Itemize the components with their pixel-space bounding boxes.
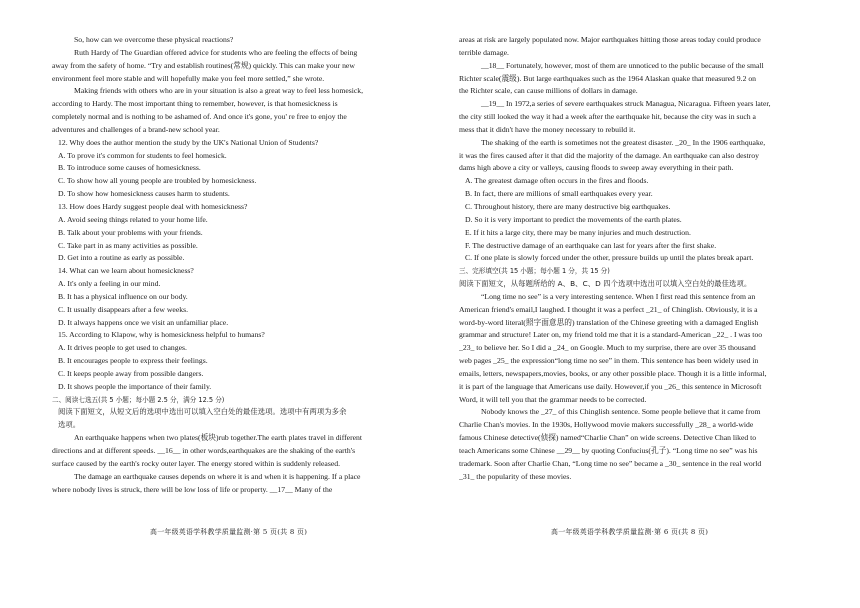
left-text-line: B. It has a physical influence on our body.	[58, 291, 188, 301]
left-text-line: C. It usually disappears after a few weeks.	[58, 304, 189, 314]
left-text-line: surface caused by the earth's rocky outer layer. The energy stored within is suddenly released.	[52, 458, 341, 468]
left-text-line: B. To introduce some causes of homesickness.	[58, 163, 201, 173]
left-text-line: completely normal and is nothing to be ashamed of. And once it's gone, you' re free to enjoy the	[52, 112, 347, 122]
right-text-line: Richter scale(震级). But large earthquakes such as the 1964 Alaskan quake that measured 9.2 on	[459, 73, 757, 83]
right-page-footer: 高一年级英语学科教学质量监测·第 6 页(共 8 页)	[551, 528, 709, 536]
right-text-line: C. If one plate is slowly forced under the other, pressure builds up until the plates break apart.	[465, 253, 754, 263]
right-text-line: grammar and structure! Later on, my friend told me that it is a standard-American _22_ . I was too	[459, 330, 763, 340]
left-text-line: C. To show how all young people are troubled by homesickness.	[58, 176, 257, 186]
left-text-line: environment feel more stable and will hopefully make you feel more settled,” she wrote.	[52, 73, 325, 83]
right-page-column	[459, 34, 814, 484]
left-text-line: 12. Why does the author mention the study by the UK's National Union of Students?	[58, 137, 319, 147]
left-text-line: A. It's only a feeling in our mind.	[58, 279, 161, 289]
left-text-line: D. It shows people the importance of their family.	[58, 381, 212, 391]
left-text-line: Ruth Hardy of The Guardian offered advice for students who are feeling the effects of being	[74, 47, 358, 57]
right-text-line: terrible damage.	[459, 47, 509, 57]
left-text-line: A. Avoid seeing things related to your home life.	[58, 214, 208, 224]
left-text-line: So, how can we overcome these physical reactions?	[74, 35, 234, 44]
left-text-line: C. Take part in as many activities as possible.	[58, 240, 198, 250]
right-text-line: it was the fires caused after it that did the majority of the damage. An earthquake can also destroy	[459, 150, 759, 160]
right-text-line: Charlie Chan's movies. In the 1930s, Hollywood movie makers successfully _28_ a world-wide	[459, 420, 754, 430]
left-text-line: C. It keeps people away from possible dangers.	[58, 368, 204, 378]
right-text-line: C. Throughout history, there are many destructive big earthquakes.	[465, 201, 671, 211]
right-text-line: areas at risk are largely populated now. Major earthquakes hitting those areas today could produce	[459, 35, 761, 44]
left-text-line: 15. According to Klapow, why is homesickness helpful to humans?	[58, 330, 265, 340]
right-text-line: 三、完形填空(共 15 小题；每小题 1 分，共 15 分)	[459, 267, 610, 276]
left-text-line: A. It drives people to get used to changes.	[58, 343, 187, 353]
left-text-line: An earthquake happens when two plates(板块)rub together.The earth plates travel in different	[74, 433, 363, 443]
right-text-line: the Richter scale, can cause millions of dollars in damage.	[459, 86, 638, 96]
left-text-line: adventures and challenges of a brand-new school year.	[52, 124, 220, 134]
left-text-line: Making friends with others who are in your situation is also a great way to feel less homesick,	[74, 86, 364, 96]
right-text-line: Nobody knows the _27_ of this Chinglish sentence. Some people believe that it came from	[481, 407, 761, 417]
left-text-line: where nobody lives is struck, there will be low loss of life or property. __17__ Many of the	[52, 484, 333, 494]
left-text-line: B. It encourages people to express their feelings.	[58, 356, 208, 366]
left-text-line: The damage an earthquake causes depends on where it is and when it is happening. If a place	[74, 471, 361, 481]
right-text-line: _31_ the popularity of these movies.	[459, 471, 572, 481]
right-text-line: D. So it is very important to predict the movements of the earth plates.	[465, 214, 682, 224]
right-text-line: F. The destructive damage of an earthquake can last for years after the first shake.	[465, 240, 717, 250]
left-text-line: according to Hardy. The most important thing to remember, however, is that homesickness is	[52, 99, 338, 109]
right-text-line: __19__ In 1972,a series of severe earthquakes struck Managua, Nicaragua. Fifteen years later,	[481, 99, 771, 109]
left-text-line: A. To prove it's common for students to feel homesick.	[58, 150, 227, 160]
right-text-line: “Long time no see” is a very interesting sentence. When I first read this sentence from an	[481, 291, 756, 301]
left-text-line: 二、阅读七选五(共 5 小题；每小题 2.5 分，满分 12.5 分)	[52, 395, 225, 404]
right-text-line: the city still looked the way it had a week after the earthquake hit, because the city was in such a	[459, 112, 756, 122]
left-text-line: 14. What can we learn about homesickness?	[58, 266, 194, 276]
left-text-line: away from the safety of home. “Try and establish routines(常规) quickly. This can make your new	[52, 60, 355, 70]
right-text-line: __18__ Fortunately, however, most of them are unnoticed to the public because of the small	[481, 60, 764, 70]
right-text-line: trademark. Soon after Charlie Chan, “Long time no see” became a _30_ sentence in the real world	[459, 458, 762, 468]
right-text-line: 阅读下面短文，从每题所给的 A、B、C、D 四个选项中选出可以填入空白处的最佳选项。	[459, 279, 752, 289]
right-text-line: A. The greatest damage often occurs in the fires and floods.	[465, 176, 649, 186]
right-text-line: teach Americans some Chinese __29__ by quoting Confucius(孔子). “Long time no see” was his	[459, 446, 758, 455]
left-text-line: B. Talk about your problems with your friends.	[58, 227, 203, 237]
left-text-line: 13. How does Hardy suggest people deal with homesickness?	[58, 201, 248, 211]
right-text-line: The shaking of the earth is sometimes not the greatest disaster. _20_ In the 1906 earthquake,	[481, 137, 766, 147]
right-text-line: American friend's email,I laughed. I thought it was a perfect _21_ of Chinglish. Obviously, it is a	[459, 304, 758, 314]
right-text-line: dams high above a city or valleys, causing floods to sweep away everything in their path.	[459, 163, 734, 173]
right-text-line: famous Chinese detective(侦探) named“Charlie Chan” on wide screens. Detective Chan liked to	[459, 433, 757, 443]
left-text-line: 阅读下面短文，从短文后的选项中选出可以填入空白处的最佳选项。选项中有两项为多余	[58, 407, 347, 417]
right-text-line: _23_ to believe her. So I did a _24_ on Google. Much to my surprise, there are over 35 thousand	[459, 343, 756, 353]
right-text-line: web pages _25_ the expression“long time no see” in them. This sentence has been widely used in	[459, 356, 759, 366]
left-text-line: 选项。	[58, 420, 81, 430]
right-text-line: B. In fact, there are millions of small earthquakes every year.	[465, 189, 653, 199]
right-text-line: Word, it will tell you that the grammar needs to be corrected.	[459, 394, 647, 404]
left-page-column	[52, 34, 404, 496]
left-page-footer: 高一年级英语学科教学质量监测·第 5 页(共 8 页)	[150, 528, 308, 536]
left-text-line: D. It always happens once we visit an unfamiliar place.	[58, 317, 229, 327]
left-text-line: D. To show how homesickness causes harm to students.	[58, 189, 230, 199]
right-text-line: mess that it didn't have the money necessary to rebuild it.	[459, 124, 636, 134]
right-text-line: emails, letters, newspapers,movies, books, or any other possible place. Though it is a little informal,	[459, 368, 767, 378]
right-text-line: word-by-word literal(照字面意思的) translation of the Chinese greeting with a damaged English	[459, 317, 759, 327]
right-text-line: it is part of the language that Americans use daily. However,if you _26_ this sentence in Microsoft	[459, 381, 762, 391]
left-text-line: D. Get into a routine as early as possible.	[58, 253, 185, 263]
left-text-line: directions and at different speeds. __16__ in other words,earthquakes are the shaking of the earth's	[52, 446, 356, 455]
right-text-line: E. If it hits a large city, there may be many injuries and much destruction.	[465, 227, 691, 237]
